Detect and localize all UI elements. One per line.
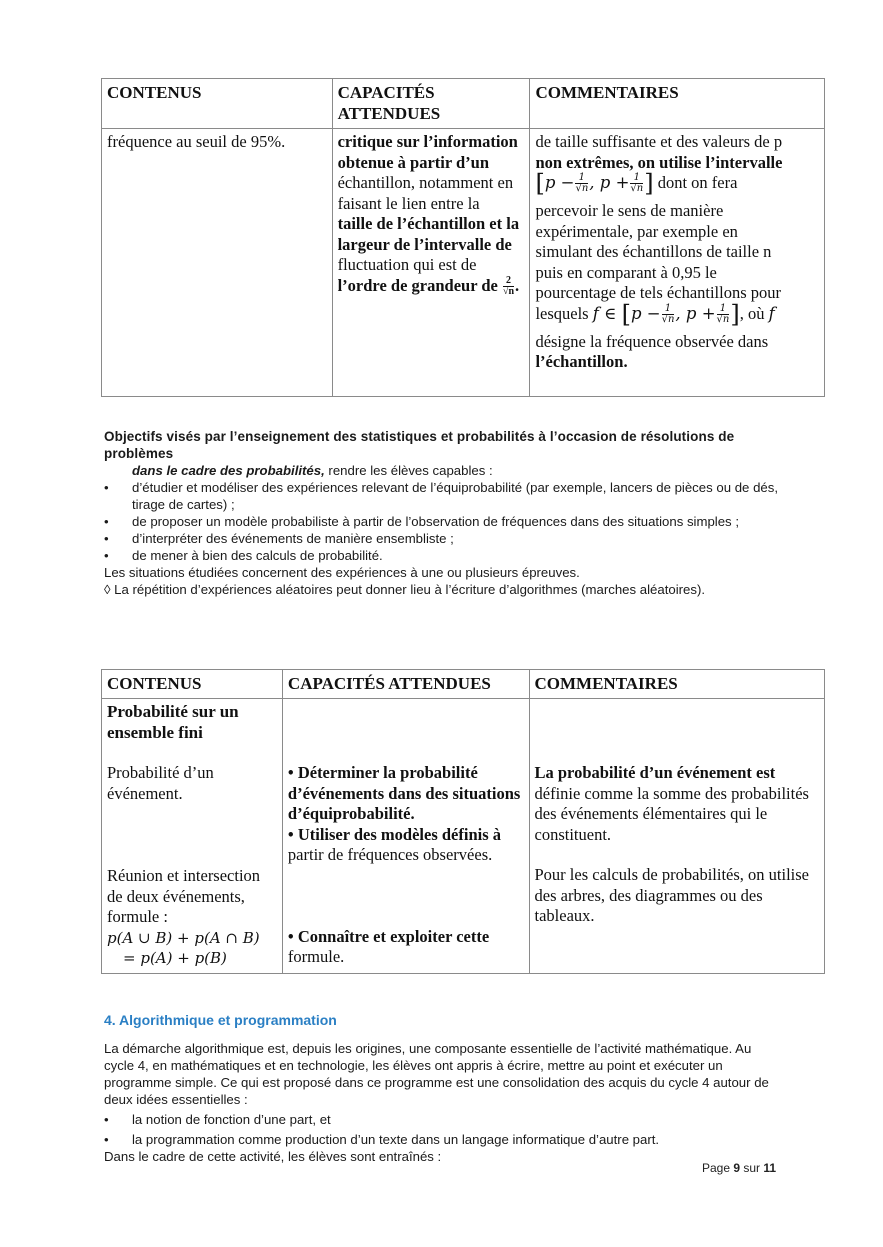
list-item-text: d’étudier et modéliser des expériences relevant de l’équiprobabilité (par exemple, lancers de pièces ou de dés, tirage de cartes) ; [132, 480, 778, 512]
list-item [104, 1131, 780, 1148]
cell-commentaires [529, 699, 825, 974]
bullet-icon: • [104, 1132, 109, 1147]
cell-capacites [332, 129, 530, 397]
section4-list [104, 1111, 780, 1148]
table-row [102, 699, 825, 974]
cap-line-text: l’ordre de grandeur de [337, 275, 498, 295]
list-item-text: la notion de fonction d’une part, et [132, 1112, 331, 1127]
list-item-text: d’interpréter des événements de manière ensembliste ; [132, 531, 454, 546]
list-item-text: la programmation comme production d’un texte dans un langage informatique d’autre part. [132, 1132, 660, 1147]
cap-line: fluctuation qui est de [337, 255, 477, 274]
com-line-text: dont on fera [653, 173, 738, 192]
cap-line: échantillon, notamment en [337, 173, 514, 192]
bullet-icon: • [104, 548, 109, 563]
objectives-list [104, 479, 778, 564]
bullet-icon: • [104, 514, 109, 529]
frac-den: √n [630, 183, 644, 194]
objectives-title: Objectifs visés par l’enseignement des statistiques et probabilités à l’occasion de résolutions de problèmes [104, 429, 735, 461]
cap-connaitre: • Connaître et exploiter cette [287, 926, 490, 946]
interval-part: p − [630, 303, 661, 323]
frac-den: √n [716, 313, 730, 325]
list-item [104, 547, 778, 564]
cap-line: obtenue à partir d’un [337, 152, 490, 172]
section-title: Probabilité sur un ensemble fini [107, 702, 239, 742]
fraction-2-over-sqrt-n [503, 276, 514, 297]
interval-formula: [p − $\frac{1}{√n}$ , p + $\frac{1}{√n}$ ] [535, 169, 654, 198]
cap-utiliser-rest: partir de fréquences observées. [287, 845, 493, 864]
com-line: l’échantillon. [535, 352, 628, 371]
math-f: f [592, 303, 599, 323]
interval-part: , p + [675, 303, 716, 323]
cap-connaitre-rest: formule. [287, 947, 345, 966]
frac-num: 1 [662, 304, 675, 315]
list-item [104, 1111, 780, 1128]
header-commentaires: COMMENTAIRES [529, 670, 825, 699]
com-line: simulant des échantillons de taille n [535, 242, 772, 261]
cap-utiliser: • Utiliser des modèles définis à [287, 824, 502, 844]
com-line-text: , où [739, 303, 769, 323]
com-line: de taille suffisante et des valeurs de p [535, 132, 783, 151]
cap-line: taille de l’échantillon et la [337, 214, 520, 233]
frac-num: 1 [575, 173, 588, 184]
objectives-intro [104, 462, 778, 479]
com-line: puis en comparant à 0,95 le [535, 262, 717, 282]
intro-text: rendre les élèves capables : [324, 463, 493, 478]
formula-line-2: = p(A) + p(B) [123, 949, 227, 967]
com-probabilite-bold: La probabilité d’un événement est [534, 763, 776, 782]
frac-num: 1 [630, 173, 643, 184]
contenu-probabilite: Probabilité d’un événement. [107, 763, 214, 803]
formula-line-1: p(A ∪ B) + p(A ∩ B) [107, 928, 260, 947]
interval-part: , p + [589, 173, 630, 192]
intro-emphasis: dans le cadre des probabilités, [132, 463, 325, 478]
algo-note: ◊ La répétition d’expériences aléatoires peut donner lieu à l’écriture d’algorithmes (marches aléatoires). [104, 582, 706, 597]
interval-formula: [p − $\frac{1}{√n}$ , p + $\frac{1}{√n}$ ] [621, 299, 740, 328]
program-table-fluctuation [101, 78, 825, 397]
cap-line: critique sur l’information [337, 132, 518, 151]
math-f: f [768, 303, 775, 323]
cap-line: largeur de l’intervalle de [337, 234, 512, 254]
com-line: non extrêmes, on utilise l’intervalle [535, 152, 783, 172]
math-in: ∈ [598, 303, 622, 323]
header-contenus: CONTENUS [102, 79, 333, 129]
cell-capacites [282, 699, 529, 974]
program-table-probability [101, 669, 825, 974]
frac-num: 1 [717, 304, 730, 315]
objectives-block [104, 428, 778, 598]
page-total: 11 [763, 1161, 777, 1175]
com-line: percevoir le sens de manière [535, 201, 724, 220]
com-calculs: Pour les calculs de probabilités, on utilise des arbres, des diagrammes ou des tableaux. [534, 865, 809, 925]
contenu-reunion: Réunion et intersection de deux événements, formule : [107, 866, 261, 926]
frac-den: √n [575, 183, 589, 194]
com-probabilite-rest: définie comme la somme des probabilités des événements élémentaires qui le constituent. [534, 783, 809, 844]
cap-determiner: • Déterminer la probabilité d’événements dans des situations d’équiprobabilité. [287, 763, 521, 823]
bullet-icon: • [104, 480, 109, 495]
cell-commentaires [530, 129, 825, 397]
header-capacites: CAPACITÉS ATTENDUES [332, 79, 530, 129]
com-line: pourcentage de tels échantillons pour [535, 283, 782, 302]
list-item [104, 513, 778, 530]
com-line-membership [535, 299, 820, 332]
section4-body [104, 1040, 780, 1165]
page-number [702, 1161, 776, 1175]
frac-num: 2 [503, 276, 514, 287]
table-header-row [102, 670, 825, 699]
frac-den: √n [502, 286, 515, 298]
section4-paragraph: La démarche algorithmique est, depuis les origines, une composante essentielle de l’activité mathématique. Au cycle 4, en mathématiques et en technologie, les élèves ont appris à écrire, mettre au point et exécuter un programme simple. Ce qui est proposé dans ce programme est une consolidation des acquis du cycle 4 autour de deux idées essentielles : [104, 1041, 769, 1107]
header-contenus: CONTENUS [102, 670, 283, 699]
table-header-row [102, 79, 825, 129]
cap-line: faisant le lien entre la [337, 193, 480, 213]
com-line: désigne la fréquence observée dans [535, 331, 769, 351]
list-item-text: de proposer un modèle probabiliste à partir de l’observation de fréquences dans des situations simples ; [132, 514, 739, 529]
list-item-text: de mener à bien des calculs de probabilité. [132, 548, 383, 563]
com-line-interval [535, 169, 820, 201]
situations-text: Les situations étudiées concernent des expériences à une ou plusieurs épreuves. [104, 565, 580, 580]
page-label: Page [702, 1161, 734, 1175]
list-item [104, 479, 778, 513]
section4-closing: Dans le cadre de cette activité, les élèves sont entraînés : [104, 1149, 442, 1164]
com-line: expérimentale, par exemple en [535, 221, 738, 241]
header-commentaires: COMMENTAIRES [530, 79, 825, 129]
frac-den: √n [661, 313, 675, 325]
page-current: 9 [733, 1161, 741, 1175]
bullet-icon: • [104, 531, 109, 546]
contenu-text: fréquence au seuil de 95%. [107, 132, 286, 151]
table-row [102, 129, 825, 397]
page-of-label: sur [740, 1161, 764, 1175]
cell-contenus [102, 129, 333, 397]
cap-line: l’ordre de grandeur de $\frac{2}{√n}$ . [337, 275, 520, 298]
section-heading: 4. Algorithmique et programmation [104, 1012, 337, 1028]
interval-part: p − [544, 173, 575, 192]
header-capacites: CAPACITÉS ATTENDUES [282, 670, 529, 699]
cell-contenus [102, 699, 283, 974]
list-item [104, 530, 778, 547]
com-line-text: lesquels [535, 303, 593, 323]
bullet-icon: • [104, 1112, 109, 1127]
